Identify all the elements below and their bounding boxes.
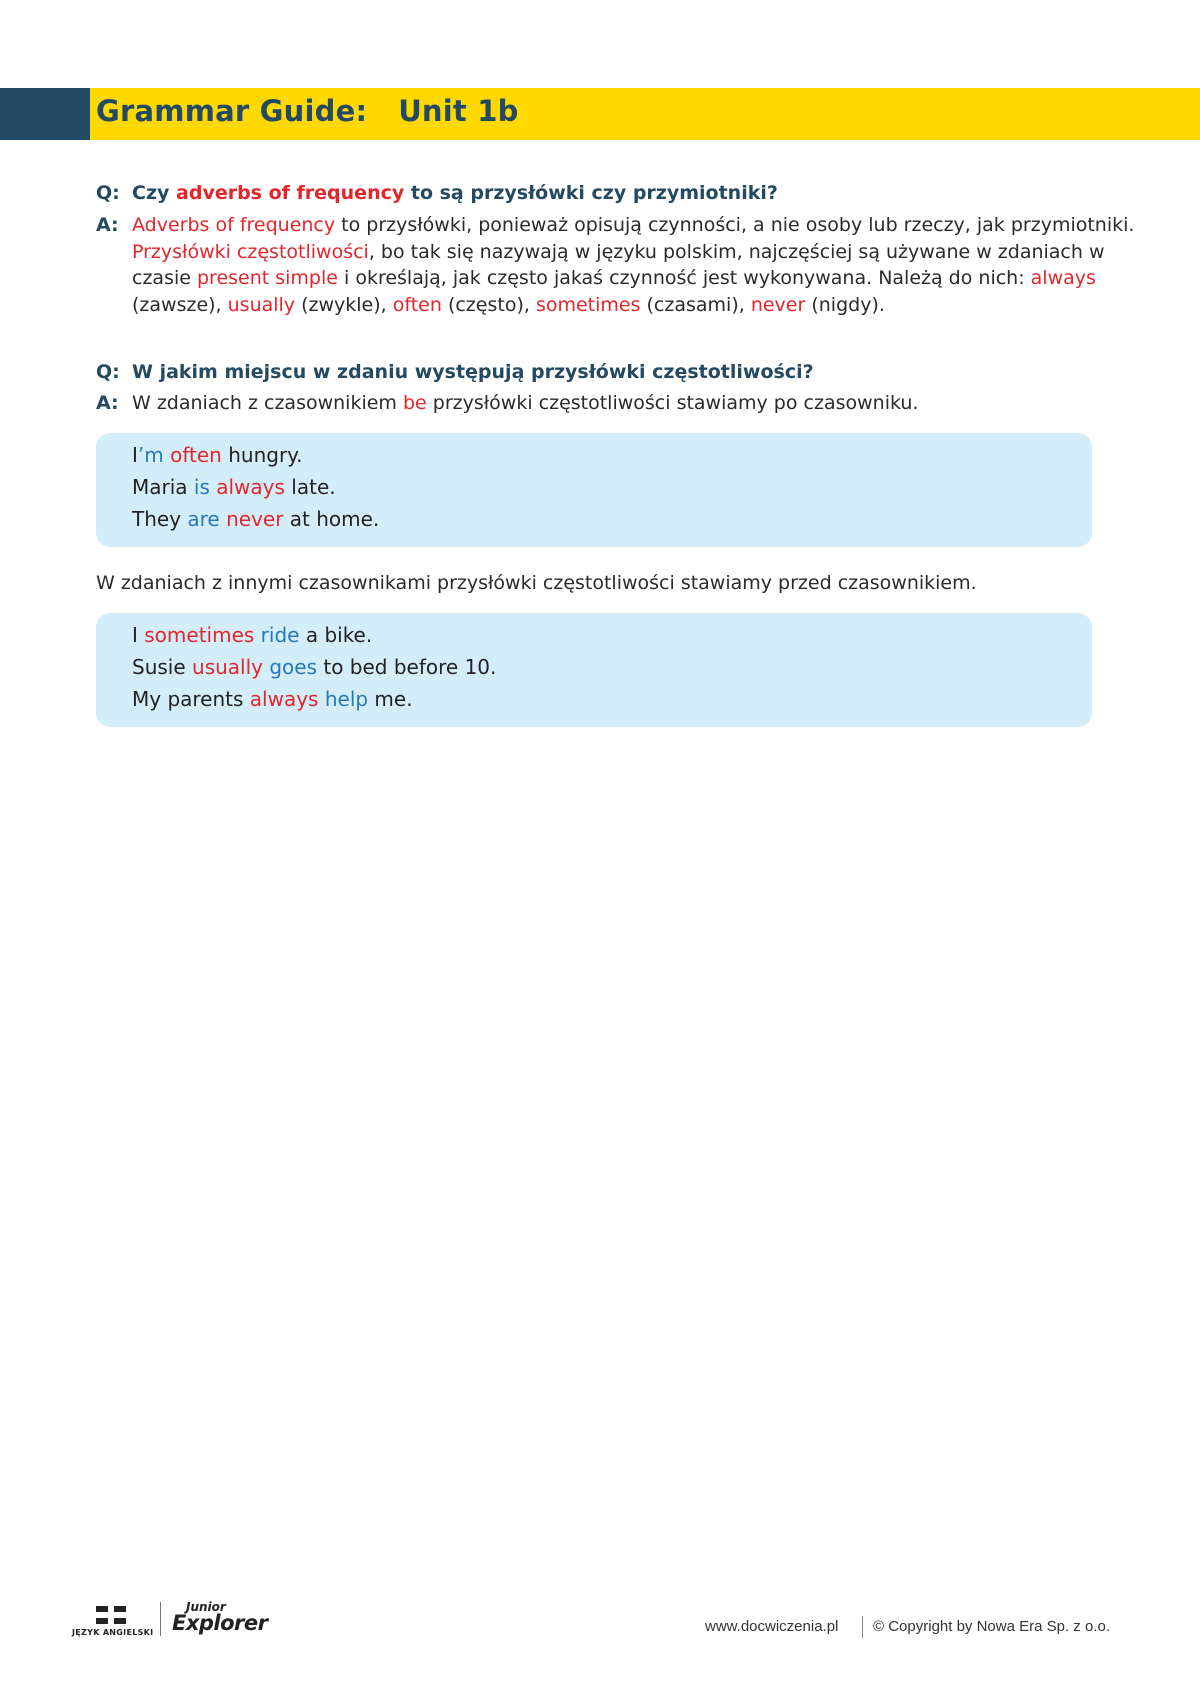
language-label: JĘZYK ANGIELSKI: [72, 1628, 154, 1637]
answer-1-text: Adverbs of frequency to przysłówki, ponieważ opisują czynności, a nie osoby lub rzeczy, jak przymiotniki. Przysłówki częstotliwości, bo tak się nazywają w języku polskim, najczęściej są używane w zdaniach w czasie present simple i określają, jak często jakaś czynność jest wykonywana. Należą do nich: always (zawsze), usually (zwykle), often (często), sometimes (czasami), never (nigdy).: [132, 214, 1135, 316]
page-title: [96, 94, 519, 128]
header-accent-block: [0, 88, 90, 140]
answer-2: [96, 390, 1136, 417]
question-2: [96, 359, 1136, 385]
a-label: A:: [96, 214, 119, 236]
example-line: They are never at home.: [132, 507, 380, 531]
other-verbs-rule: W zdaniach z innymi czasownikami przysłówki częstotliwości stawiamy przed czasownikiem.: [96, 572, 977, 594]
example-line: Maria is always late.: [132, 475, 336, 499]
brand-logo-line1: Junior: [186, 1600, 226, 1614]
footer-url[interactable]: www.docwiczenia.pl: [705, 1618, 839, 1635]
footer-divider: [862, 1616, 863, 1638]
uk-flag-icon: [96, 1606, 126, 1624]
example-line: My parents always help me.: [132, 687, 413, 711]
q-label: Q:: [96, 182, 120, 204]
question-1-text: Czy adverbs of frequency to są przysłówki czy przymiotniki?: [132, 182, 778, 204]
example-box-other-verbs: [96, 613, 1092, 727]
question-1: [96, 180, 1136, 206]
example-line: Susie usually goes to bed before 10.: [132, 655, 497, 679]
brand-logo-line2: Explorer: [172, 1611, 268, 1635]
example-line: I sometimes ride a bike.: [132, 623, 373, 647]
q-label: Q:: [96, 361, 120, 383]
question-2-text: W jakim miejscu w zdaniu występują przysłówki częstotliwości?: [132, 361, 814, 383]
copyright: © Copyright by Nowa Era Sp. z o.o.: [873, 1618, 1110, 1635]
answer-1: [96, 212, 1136, 318]
title-prefix: Grammar Guide:: [96, 94, 368, 128]
answer-2-text: W zdaniach z czasownikiem be przysłówki częstotliwości stawiamy po czasowniku.: [132, 392, 919, 414]
a-label: A:: [96, 392, 119, 414]
example-line: I’m often hungry.: [132, 443, 303, 467]
example-box-be: [96, 433, 1092, 547]
highlight-adverbs-of-frequency: adverbs of frequency: [176, 182, 405, 204]
title-unit: Unit 1b: [398, 94, 519, 128]
footer-divider: [160, 1602, 161, 1636]
